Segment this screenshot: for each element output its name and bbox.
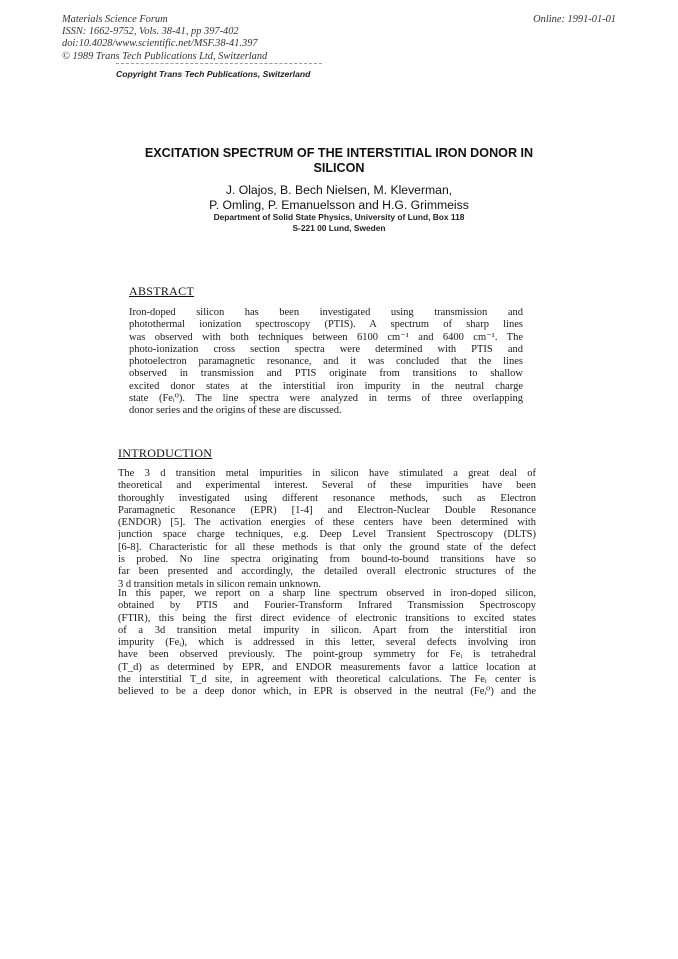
intro-line: [6-8]. Characteristic for all these methods is that only the ground state of the defect <box>118 541 536 553</box>
title-line: EXCITATION SPECTRUM OF THE INTERSTITIAL IRON DONOR IN <box>144 146 534 160</box>
intro-line: (ENDOR) [5]. The activation energies of these centers have been determined with <box>118 517 536 529</box>
affiliation-line: S-221 00 Lund, Sweden <box>292 223 386 234</box>
abstract-line: photoelectron paramagnetic resonance, and it was concluded that the lines <box>129 356 523 368</box>
abstract-line: photothermal ionization spectroscopy (PTIS). A spectrum of sharp lines <box>129 319 523 331</box>
abstract-heading: ABSTRACT <box>129 284 195 298</box>
affiliation <box>100 212 578 234</box>
intro-line: thoroughly investigated using different resonance methods, such as Electron <box>118 492 536 504</box>
abstract-line: was observed with both techniques between 6100 cm⁻¹ and 6400 cm⁻¹. The <box>129 331 523 343</box>
abstract-line: photo-ionization cross section spectra were determined with PTIS and <box>129 343 523 355</box>
abstract-line: state (Feᵢ⁰). The line spectra were analyzed in terms of three overlapping <box>129 393 523 405</box>
intro-line: (FTIR), this being the first direct evidence of electronic transitions to excited states <box>118 612 536 624</box>
intro-line: far been presented and accordingly, the detailed overall electronic structures of the <box>118 566 536 578</box>
title-line: SILICON <box>313 160 365 175</box>
abstract-line: excited donor states at the interstitial iron impurity in the neutral charge <box>129 380 523 392</box>
publisher-copyright: Copyright Trans Tech Publications, Switzerland <box>116 69 311 79</box>
author-line: J. Olajos, B. Bech Nielsen, M. Kleverman, <box>225 183 453 197</box>
intro-line: obtained by PTIS and Fourier-Transform Infrared Transmission Spectroscopy <box>118 600 536 612</box>
intro-line: believed to be a deep donor which, in EPR is observed in the neutral (Feᵢ⁰) and the <box>118 686 536 698</box>
intro-line: In this paper, we report on a sharp line spectrum observed in iron-doped silicon, <box>118 588 536 599</box>
intro-line: 3 d transition metals in silicon remain unknown. <box>118 578 321 590</box>
scan-artifact-line <box>116 63 322 64</box>
intro-line: (T_d) as determined by EPR, and ENDOR measurements favor a lattice location at <box>118 661 536 673</box>
paper-title <box>100 146 578 175</box>
journal-issn: ISSN: 1662-9752, Vols. 38-41, pp 397-402 <box>62 26 239 38</box>
intro-line: of a 3d transition metal impurity in silicon. Apart from the interstitial iron <box>118 624 536 636</box>
online-date: Online: 1991-01-01 <box>533 14 616 25</box>
introduction-heading: INTRODUCTION <box>118 446 213 460</box>
intro-line: theoretical and experimental interest. Several of these impurities have been <box>118 480 536 492</box>
abstract-line: donor series and the origins of these are discussed. <box>129 405 342 417</box>
author-line: P. Omling, P. Emanuelsson and H.G. Grimmeiss <box>209 197 469 212</box>
intro-line: the interstitial T_d site, in agreement with theoretical calculations. The Feᵢ center is <box>118 674 536 686</box>
intro-line: have been observed previously. The point-group symmetry for Feᵢ is tetrahedral <box>118 649 536 661</box>
introduction-paragraph-2 <box>118 588 536 699</box>
abstract-line: Iron-doped silicon has been investigated using transmission and <box>129 307 523 318</box>
abstract-body <box>129 307 523 418</box>
journal-name: Materials Science Forum <box>62 14 168 25</box>
journal-doi: doi:10.4028/www.scientific.net/MSF.38-41.397 <box>62 38 258 50</box>
author-list <box>100 183 578 213</box>
introduction-paragraph-1 <box>118 468 536 591</box>
journal-info <box>62 14 392 63</box>
affiliation-line: Department of Solid State Physics, University of Lund, Box 118 <box>213 212 465 222</box>
journal-copyright: © 1989 Trans Tech Publications Ltd, Switzerland <box>62 50 268 62</box>
intro-line: The 3 d transition metal impurities in silicon have stimulated a great deal of <box>118 468 536 479</box>
intro-line: is probed. No line spectra originating from bound-to-bound transitions have so <box>118 554 536 566</box>
intro-line: junction space charge techniques, e.g. Deep Level Transient Spectroscopy (DLTS) <box>118 529 536 541</box>
intro-line: impurity (Feᵢ), which is addressed in this letter, several defects involving iron <box>118 637 536 649</box>
abstract-line: observed in transmission and PTIS originate from transitions to shallow <box>129 368 523 380</box>
intro-line: Paramagnetic Resonance (EPR) [1-4] and Electron-Nuclear Double Resonance <box>118 504 536 516</box>
